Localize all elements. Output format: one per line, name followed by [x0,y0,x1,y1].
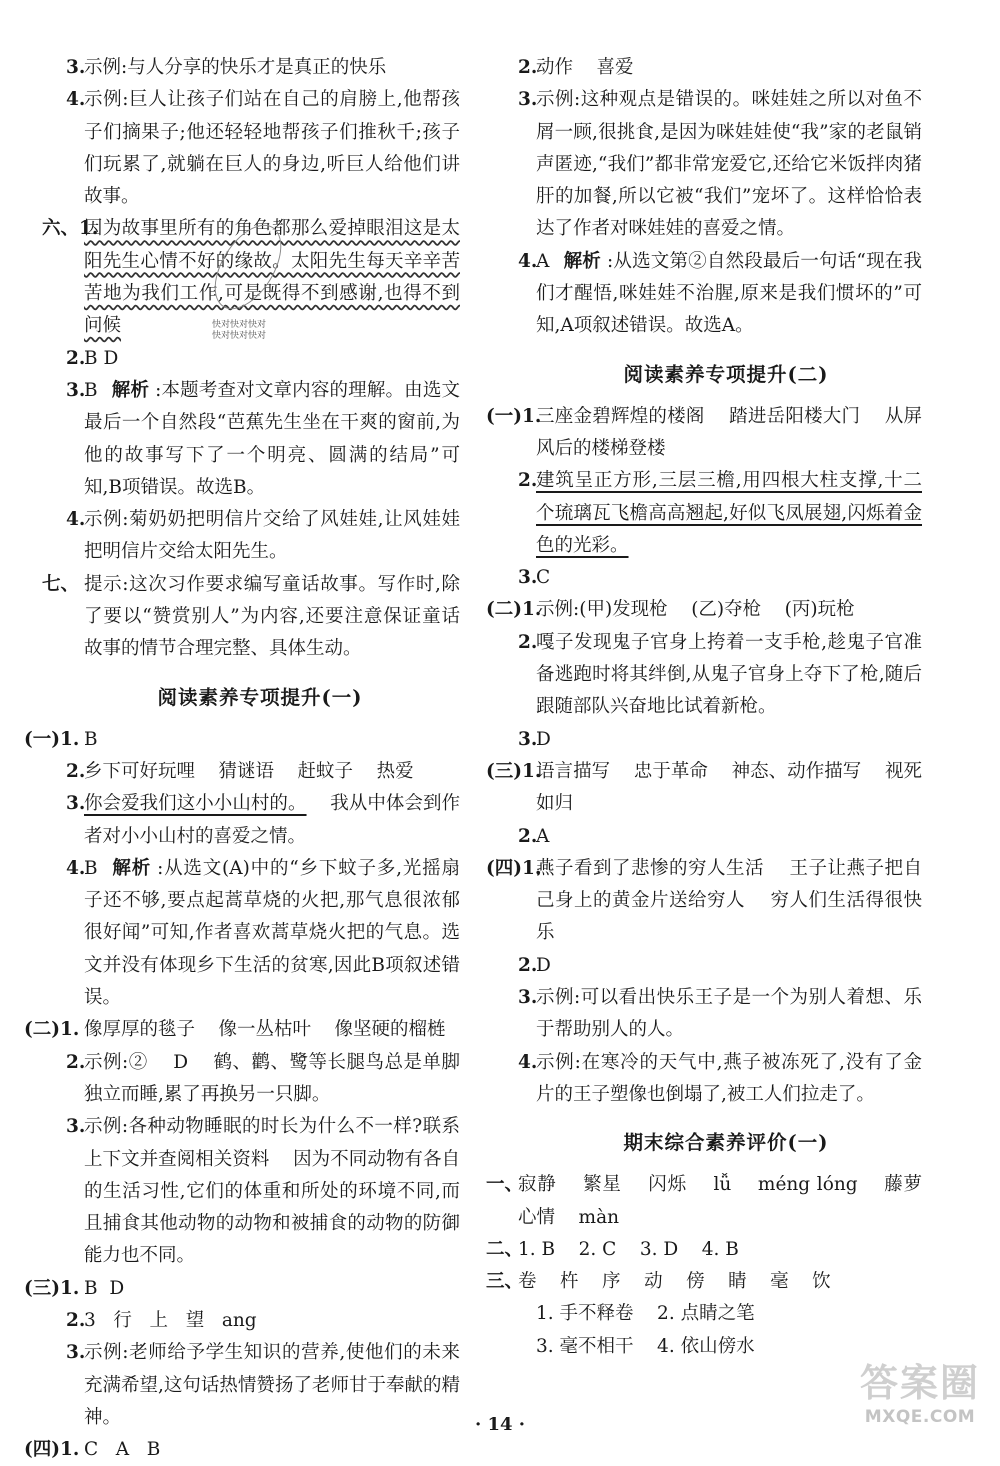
answer-item [490,1047,922,1112]
answer-item [24,1273,460,1305]
answer-text: 示例:② D 鹤、鹳、鹭等长腿鸟总是单脚独立而睡,累了再换另一只脚。 [84,1051,460,1105]
answer-item [60,788,460,853]
answer-choice: B [84,379,98,401]
item-number: 三、 [486,1271,524,1293]
answer-text: B D [84,347,119,369]
answer-text: 因为故事里所有的角色都那么爱掉眼泪这是太阳先生心情不好的缘故。太阳先生每天辛辛苦苦地为我们工作,可是既得不到感谢,也得不到问候 [84,218,460,337]
answer-item [490,52,922,84]
answer-text: 示例:各种动物睡眠的时长为什么不一样?联系上下文并查阅相关资料 因为不同动物有各自的生活习性,它们的体重和所处的环境不同,而且捕食其他动物的动物和被捕食的动物的防御能力也不同。 [84,1116,460,1267]
item-number: 3. [518,728,538,750]
item-number: 2. [66,760,86,782]
answer-item [486,756,922,821]
answer-text: 寂静 繁星 闪烁 lǚ méng lóng 藤萝 心情 màn [518,1174,946,1228]
answer-text: 3 行 上 望 ang [84,1309,257,1331]
section-heading: 期末综合素养评价(一) [623,1131,829,1155]
answer-choice: B [84,857,98,879]
answer-text: B D [84,1277,125,1299]
answer-text: 示例:与人分享的快乐才是真正的快乐 [84,57,387,78]
answer-text: C A B [84,1439,161,1461]
analysis-text: :从选文第②自然段最后一句话“现在我们才醒悟,咪娃娃不治腥,原来是我们惯坏的”可知,A项叙述错误。故选A。 [536,250,922,337]
answer-item [60,1047,460,1112]
answer-text: A [536,825,550,847]
item-number: (三)1. [24,1277,80,1299]
item-number: 3. [66,57,86,78]
answer-text: 示例:(甲)发现枪 (乙)夺枪 (丙)玩枪 [536,599,855,621]
item-number: 2. [66,1309,86,1331]
item-number: 2. [518,631,538,653]
underlined-sentence: 你会爱我们这小小山村的。 [84,793,307,815]
watermark-logo [852,1352,988,1452]
answer-text: 示例:巨人让孩子们站在自己的肩膀上,他帮孩子们摘果子;他还轻轻地帮孩子们推秋千;孩子们玩累了,就躺在巨人的身边,听巨人给他们讲故事。 [84,89,460,208]
item-number: 2. [518,57,538,78]
answer-item [60,343,460,375]
item-number: 2. [518,470,538,492]
item-number: 二、 [486,1238,524,1260]
answer-item [490,246,922,343]
item-number: 六、1. [42,218,99,240]
answer-item [490,1298,922,1330]
answer-item [486,401,922,466]
answer-item [490,84,922,245]
answer-item [490,821,922,853]
answer-text: 3. 毫不相干 4. 依山傍水 [536,1335,755,1357]
item-number: 2. [66,1051,86,1073]
item-number: (四)1. [486,857,542,879]
answer-item [490,982,922,1047]
item-number: (四)1. [24,1439,80,1461]
item-number: 2. [518,954,538,976]
item-number: 4. [518,1051,538,1073]
item-number: (二)1. [486,599,542,621]
answer-item [60,756,460,788]
answer-text: 示例:这种观点是错误的。咪娃娃之所以对鱼不屑一顾,很挑食,是因为咪娃娃使“我”家的老鼠销声匿迹,“我们”都非常宠爱它,还给它米饭拌肉猪肝的加餐,所以它被“我们”宠坏了。这样恰恰表达了作者对咪娃娃的喜爱之情。 [536,89,922,240]
answer-item [486,1169,946,1234]
answer-item [486,594,922,626]
answer-text: 语言描写 忠于革命 神态、动作描写 视死如归 [536,760,922,815]
answer-text: 动作 喜爱 [536,57,634,78]
right-column [486,52,946,1363]
item-number: 3. [66,379,86,401]
item-number: 4. [66,89,86,111]
item-number: (一)1. [486,405,542,427]
answer-text: 像厚厚的毯子 像一丛枯叶 像坚硬的榴梿 [84,1019,446,1041]
answer-text: 我从中体会到作者对小小山村的喜爱之情。 [84,793,460,847]
answer-item [486,1234,922,1266]
answer-item [486,853,922,950]
item-number: 3. [518,987,538,1009]
stamp-line: 快对快对快对 [212,320,267,330]
item-number: 3. [518,567,538,589]
analysis-text: :本题考查对文章内容的理解。由选文最后一个自然段“芭蕉先生坐在干爽的窗前,为他的故事写下了一个明亮、圆满的结局”可知,B项错误。故选B。 [84,379,460,498]
item-number: 4. [518,250,538,272]
analysis-label: 解析 [111,857,152,879]
item-number: 4. [66,857,86,879]
watermark-text: 答案圈 [859,1361,980,1405]
item-number: 3. [518,89,538,111]
item-number: 3. [66,1116,86,1138]
item-number: (一)1. [24,728,80,750]
answer-item [60,52,460,84]
answer-choice: A [536,250,550,272]
item-number: 3. [66,793,86,815]
stamp [212,320,282,342]
analysis-text: :从选文(A)中的“乡下蚊子多,光摇扇子还不够,要点起蒿草烧的火把,那气息很浓郁很好闻”可知,作者喜欢蒿草烧火把的气息。选文并没有体现乡下生活的贫寒,因此B项叙述错误。 [84,857,460,1009]
answer-item [60,375,460,504]
answer-text: 建筑呈正方形,三层三檐,用四根大柱支撑,十二个琉璃瓦飞檐高高翘起,好似飞凤展翅,闪烁着金色的光彩。 [536,470,922,556]
stamp-line: 快对快对快对 [212,331,267,341]
answer-item [60,853,460,1014]
answer-text: C [536,567,551,589]
answer-text: 示例:老师给予学生知识的营养,使他们的未来充满希望,这句话热情赞扬了老师甘于奉献的精神。 [84,1342,460,1428]
item-number: 3. [66,1342,86,1364]
answer-text: 嘎子发现鬼子官身上挎着一支手枪,趁鬼子官准备逃跑时将其绊倒,从鬼子官身上夺下了枪,随后跟随部队兴奋地比试着新枪。 [536,631,922,718]
answer-text: 示例:可以看出快乐王子是一个为别人着想、乐于帮助别人的人。 [536,987,922,1041]
answer-item [490,562,922,594]
answer-text: 1. B 2. C 3. D 4. B [518,1238,739,1260]
answer-item [24,724,460,756]
item-number: 一、 [486,1174,524,1196]
answer-text: 燕子看到了悲惨的穷人生活 王子让燕子把自己身上的黄金片送给穷人 穷人们生活得很快乐 [536,857,922,944]
item-number: (二)1. [24,1019,80,1041]
item-number: 4. [66,509,86,531]
section-heading: 阅读素养专项提升(二) [623,362,829,386]
answer-item [490,465,922,562]
answer-text: 乡下可好玩哩 猜谜语 赶蚊子 热爱 [84,760,414,782]
answer-text: 示例:菊奶奶把明信片交给了风娃娃,让风娃娃把明信片交给太阳先生。 [84,509,460,563]
answer-text: 提示:这次习作要求编写童话故事。写作时,除了要以“赞赏别人”为内容,还要注意保证童话故事的情节合理完整、具体生动。 [84,573,460,660]
answer-text: 卷 杵 序 动 傍 睛 毫 饮 [518,1271,831,1293]
item-number: 2. [518,825,538,847]
answer-item [60,1305,460,1337]
item-number: 七、 [42,573,80,595]
answer-item [490,950,922,982]
answer-text: 三座金碧辉煌的楼阁 踏进岳阳楼大门 从屏风后的楼梯登楼 [536,405,922,459]
answer-text: B [84,728,98,750]
analysis-label: 解析 [563,250,601,272]
answer-text: 1. 手不释卷 2. 点睛之笔 [536,1303,755,1325]
answer-text: D [536,954,551,976]
answer-item [42,569,460,666]
answer-item [486,1266,922,1298]
section-heading: 阅读素养专项提升(一) [157,685,363,709]
answer-item [60,84,460,213]
watermark-url: MXQE.COM [864,1407,976,1427]
answer-item [490,724,922,756]
answer-item [24,1014,460,1046]
analysis-label: 解析 [111,379,150,401]
answer-item [490,627,922,724]
answer-text: 示例:在寒冷的天气中,燕子被冻死了,没有了金片的王子塑像也倒塌了,被工人们拉走了。 [536,1051,922,1105]
item-number: 2. [66,347,86,369]
answer-item [60,504,460,569]
item-number: (三)1. [486,760,542,782]
answer-item [24,1434,460,1466]
answer-item [60,1111,460,1272]
answer-text: D [536,728,551,750]
page-number: · 14 · [474,1414,526,1435]
